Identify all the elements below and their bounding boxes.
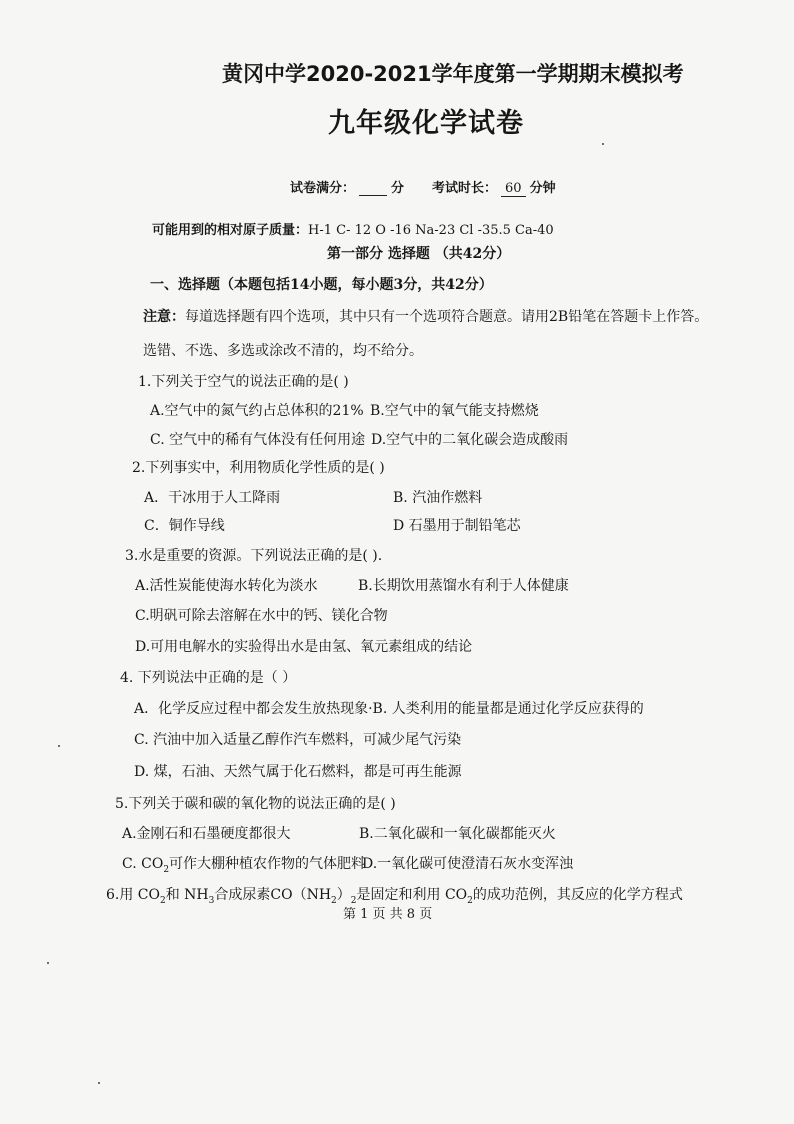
atomic-masses-label: 可能用到的相对原子质量：: [152, 223, 309, 238]
question-2-option-c: C．铜作导线: [144, 518, 225, 534]
question-4-option-d: D. 煤，石油、天然气属于化石燃料，都是可再生能源: [134, 764, 462, 780]
section-heading: 一、选择题（本题包括14小题，每小题3分，共42分）: [150, 277, 493, 293]
exam-subtitle: 九年级化学试卷: [328, 108, 524, 139]
question-3-stem: 3.水是重要的资源。下列说法正确的是( ).: [125, 548, 383, 564]
exam-title: 黄冈中学2020-2021学年度第一学期期末模拟考: [222, 62, 684, 86]
question-6-stem: 6.用 $CO_2$和 $NH_3$合成尿素$CO(NH_2)_2$是固定和利用 $CO_2$的成功范例，其反应的化学方程式: [106, 887, 683, 906]
question-4-option-ab: A．化学反应过程中都会发生放热现象·B. 人类利用的能量都是通过化学反应获得的: [134, 701, 644, 717]
question-1-option-c: C. 空气中的稀有气体没有任何用途: [150, 432, 366, 448]
question-3-option-c: C.明矾可除去溶解在水中的钙、镁化合物: [135, 608, 388, 624]
question-1-option-b: B.空气中的氧气能支持燃烧: [370, 403, 539, 419]
question-3-option-d: D.可用电解水的实验得出水是由氢、氧元素组成的结论: [135, 639, 473, 655]
part-title: 第一部分 选择题 （共42分）: [327, 246, 511, 262]
section-note-2: 选错、不选、多选或涂改不清的，均不给分。: [143, 343, 423, 359]
page-footer: 第 1 页 共 8 页: [343, 907, 433, 922]
question-1-option-a: A.空气中的氮气约占总体积的21%: [150, 403, 364, 419]
question-3-option-b: B.长期饮用蒸馏水有利于人体健康: [358, 578, 569, 594]
duration-unit: 分钟: [529, 181, 556, 196]
question-1-stem: 1.下列关于空气的说法正确的是( ): [138, 374, 349, 390]
scan-speck: [602, 143, 604, 145]
duration-label: 考试时长：: [432, 181, 498, 196]
scan-speck: [98, 1082, 100, 1084]
question-2-option-a: A．干冰用于人工降雨: [144, 490, 281, 506]
section-note: [143, 306, 708, 326]
atomic-masses: [152, 219, 554, 238]
duration-value: 60: [501, 181, 526, 197]
question-5-stem: 5.下列关于碳和碳的氧化物的说法正确的是( ): [115, 796, 396, 812]
scan-speck: [47, 962, 49, 964]
note-label: 注意：: [143, 309, 185, 325]
exam-duration: [432, 177, 556, 197]
question-5-option-c: C. $CO_2$可作大棚种植农作物的气体肥料: [122, 856, 366, 875]
question-2-option-b: B. 汽油作燃料: [393, 490, 483, 506]
full-score-blank: [359, 183, 387, 196]
question-5-option-a: A.金刚石和石墨硬度都很大: [122, 826, 291, 842]
full-score: [290, 177, 404, 196]
full-score-label: 试卷满分：: [290, 181, 356, 196]
question-3-option-a: A.活性炭能使海水转化为淡水: [135, 578, 318, 594]
note-text: 每道选择题有四个选项，其中只有一个选项符合题意。请用2B铅笔在答题卡上作答。: [185, 309, 709, 325]
question-1-option-d: D.空气中的二氧化碳会造成酸雨: [371, 432, 569, 448]
question-4-option-c: C. 汽油中加入适量乙醇作汽车燃料，可减少尾气污染: [134, 732, 462, 748]
question-2-stem: 2.下列事实中，利用物质化学性质的是( ): [132, 460, 385, 476]
question-5-option-d: D.一氧化碳可使澄清石灰水变浑浊: [362, 856, 574, 872]
question-4-stem: 4. 下列说法中正确的是（ ）: [120, 670, 297, 686]
question-5-option-b: B.二氧化碳和一氧化碳都能灭火: [359, 826, 556, 842]
atomic-masses-values: H-1 C- 12 O -16 Na-23 Cl -35.5 Ca-40: [308, 223, 554, 238]
scan-speck: [58, 745, 60, 747]
full-score-unit: 分: [391, 181, 405, 196]
question-2-option-d: D 石墨用于制铅笔芯: [393, 518, 521, 534]
